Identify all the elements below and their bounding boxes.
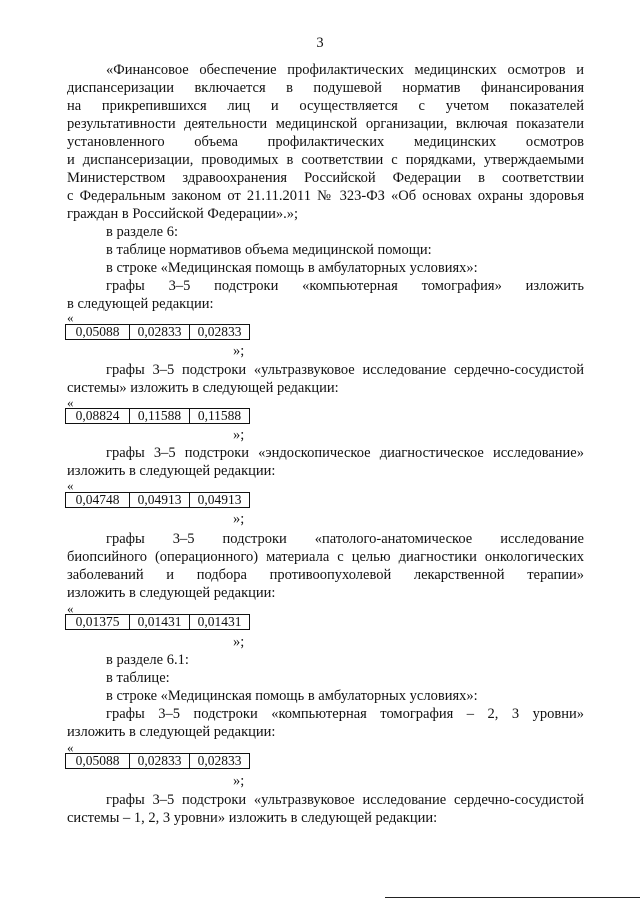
paragraph-line: изложить в следующей редакции: [67,585,276,601]
paragraph-line: изложить в следующей редакции: [67,724,276,740]
table-cell: 0,05088 [66,325,130,340]
paragraph-line: графы 3–5 подстроки «эндоскопическое диагностическое исследование» [106,445,584,461]
section-6-line: в разделе 6: [106,224,179,240]
close-quote: »; [233,343,245,359]
table-row [66,754,250,769]
table-cell: 0,05088 [66,754,130,769]
open-quote: « [67,601,74,616]
open-quote: « [67,740,74,755]
paragraph-line: на прикрепившихся лиц и осуществляется с учетом показателей [67,98,584,114]
values-table [65,408,250,424]
table-row [66,615,250,630]
paragraph-line: системы – 1, 2, 3 уровни» изложить в следующей редакции: [67,810,438,826]
table-cell: 0,02833 [190,754,250,769]
bottom-rule [385,897,640,898]
close-quote: »; [233,634,245,650]
paragraph-line: установленного объема профилактических медицинских осмотров [67,134,584,150]
table-cell: 0,02833 [190,325,250,340]
close-quote: »; [233,427,245,443]
table-cell: 0,02833 [130,754,190,769]
open-quote: « [67,395,74,410]
values-table [65,614,250,630]
table-row [66,325,250,340]
values-table [65,753,250,769]
table-cell: 0,01431 [190,615,250,630]
paragraph-line: графы 3–5 подстроки «компьютерная томография – 2, 3 уровни» [106,706,584,722]
table-cell: 0,11588 [130,409,190,424]
table-cell: 0,01431 [130,615,190,630]
row-ambulatory-line: в строке «Медицинская помощь в амбулаторных условиях»: [106,688,478,704]
close-quote: »; [233,773,245,789]
paragraph-line: и диспансеризации, проводимых в соответствии с порядками, утверждаемыми [67,152,584,168]
paragraph-line: заболеваний и подбора противоопухолевой лекарственной терапии» [67,567,584,583]
table-cell: 0,04913 [190,493,250,508]
paragraph-line: графы 3–5 подстроки «ультразвуковое исследование сердечно-сосудистой [106,362,584,378]
table-cell: 0,11588 [190,409,250,424]
table-row [66,409,250,424]
paragraph-line: графы 3–5 подстроки «патолого-анатомическое исследование [106,531,584,547]
paragraph-line: графы 3–5 подстроки «ультразвуковое исследование сердечно-сосудистой [106,792,584,808]
paragraph-line: в следующей редакции: [67,296,214,312]
paragraph-line: результативности деятельности медицинской организации, включая показатели [67,116,584,132]
close-quote: »; [233,511,245,527]
paragraph-line: биопсийного (операционного) материала с целью диагностики онкологических [67,549,584,565]
table-cell: 0,04748 [66,493,130,508]
row-ambulatory-line: в строке «Медицинская помощь в амбулаторных условиях»: [106,260,478,276]
table-normatives-line: в таблице нормативов объема медицинской помощи: [106,242,432,258]
table-cell: 0,04913 [130,493,190,508]
table-cell: 0,08824 [66,409,130,424]
section-6-1-line: в разделе 6.1: [106,652,189,668]
values-table [65,324,250,340]
table-row [66,493,250,508]
in-table-line: в таблице: [106,670,170,686]
open-quote: « [67,310,74,325]
paragraph-line: Министерством здравоохранения Российской Федерации в соответствии [67,170,584,186]
paragraph-line: системы» изложить в следующей редакции: [67,380,339,396]
paragraph-line: «Финансовое обеспечение профилактических медицинских осмотров и [106,62,584,78]
paragraph-line: граждан в Российской Федерации».»; [67,206,299,222]
paragraph-line: изложить в следующей редакции: [67,463,276,479]
open-quote: « [67,478,74,493]
page-number: 3 [316,35,324,51]
table-cell: 0,01375 [66,615,130,630]
paragraph-line: диспансеризации включается в подушевой норматив финансирования [67,80,584,96]
values-table [65,492,250,508]
paragraph-line: графы 3–5 подстроки «компьютерная томография» изложить [106,278,584,294]
paragraph-line: с Федеральным законом от 21.11.2011 № 323-ФЗ «Об основах охраны здоровья [67,188,584,204]
table-cell: 0,02833 [130,325,190,340]
